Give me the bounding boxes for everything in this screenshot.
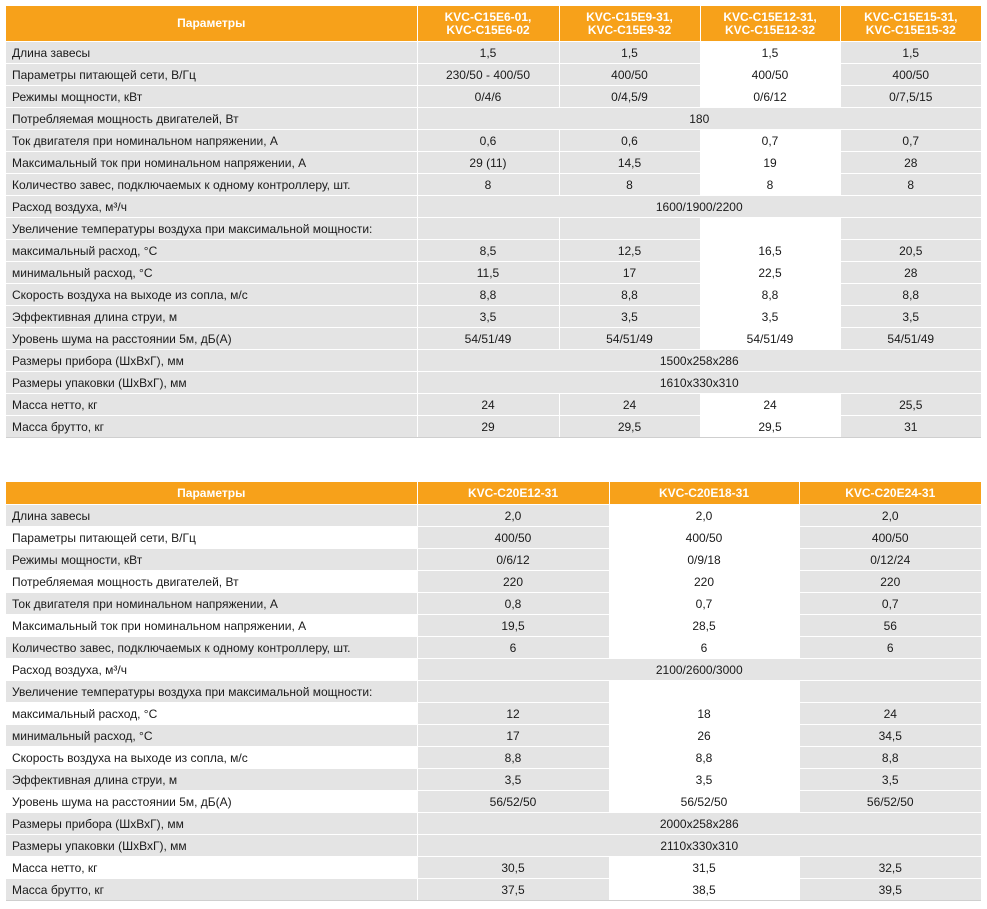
table-row — [6, 306, 981, 328]
cell-value: 400/50 — [840, 64, 981, 86]
model-header: KVC-C20E24-31 — [799, 482, 981, 505]
cell-value: 2,0 — [609, 505, 799, 527]
cell-value: 1,5 — [559, 42, 700, 64]
cell-value: 54/51/49 — [417, 328, 559, 350]
cell-value: 0/7,5/15 — [840, 86, 981, 108]
table-row — [6, 64, 981, 86]
cell-value: 37,5 — [417, 879, 609, 901]
cell-value: 54/51/49 — [700, 328, 840, 350]
table-row-subheading — [6, 681, 981, 703]
cell-value: 230/50 - 400/50 — [417, 64, 559, 86]
cell-value: 8 — [417, 174, 559, 196]
table-row — [6, 527, 981, 549]
cell-value: 31 — [840, 416, 981, 438]
row-label: Масса нетто, кг — [6, 394, 417, 416]
model-header: KVC-C15E6-01, KVC-C15E6-02 — [417, 6, 559, 42]
row-label: Размеры прибора (ШхВхГ), мм — [6, 350, 417, 372]
table-row — [6, 549, 981, 571]
cell-value: 24 — [559, 394, 700, 416]
cell-value: 30,5 — [417, 857, 609, 879]
cell-value: 0,7 — [700, 130, 840, 152]
row-label: Потребляемая мощность двигателей, Вт — [6, 571, 417, 593]
cell-value: 19,5 — [417, 615, 609, 637]
row-label: максимальный расход, °С — [6, 240, 417, 262]
cell-value: 8,8 — [417, 284, 559, 306]
cell-value: 8,5 — [417, 240, 559, 262]
table-row — [6, 571, 981, 593]
cell-value: 6 — [417, 637, 609, 659]
table-row — [6, 615, 981, 637]
cell-value: 0,7 — [609, 593, 799, 615]
row-label: Длина завесы — [6, 42, 417, 64]
cell-value: 400/50 — [609, 527, 799, 549]
table-row — [6, 350, 981, 372]
table-header-row — [6, 6, 981, 42]
row-label: Ток двигателя при номинальном напряжении, А — [6, 130, 417, 152]
cell-value: 11,5 — [417, 262, 559, 284]
row-label: Параметры питающей сети, В/Гц — [6, 64, 417, 86]
table-header-row — [6, 482, 981, 505]
cell-value: 6 — [799, 637, 981, 659]
cell-value: 0/4,5/9 — [559, 86, 700, 108]
cell-value: 220 — [609, 571, 799, 593]
cell-value: 3,5 — [609, 769, 799, 791]
row-label: Скорость воздуха на выходе из сопла, м/с — [6, 747, 417, 769]
cell-value: 400/50 — [559, 64, 700, 86]
cell-value: 400/50 — [799, 527, 981, 549]
table-row — [6, 813, 981, 835]
cell-value-merged: 2100/2600/3000 — [417, 659, 981, 681]
table-row-subheading — [6, 218, 981, 240]
cell-value: 8,8 — [609, 747, 799, 769]
cell-value: 0/9/18 — [609, 549, 799, 571]
table-row — [6, 284, 981, 306]
cell-value: 25,5 — [840, 394, 981, 416]
cell-value: 3,5 — [559, 306, 700, 328]
cell-value: 0,7 — [799, 593, 981, 615]
row-label: Максимальный ток при номинальном напряжении, А — [6, 615, 417, 637]
cell-value: 28,5 — [609, 615, 799, 637]
cell-value: 56 — [799, 615, 981, 637]
spec-table-c20 — [6, 482, 981, 901]
row-label: Ток двигателя при номинальном напряжении, А — [6, 593, 417, 615]
row-label: Расход воздуха, м³/ч — [6, 196, 417, 218]
cell-value: 29 — [417, 416, 559, 438]
table-row — [6, 703, 981, 725]
model-header: KVC-C20E12-31 — [417, 482, 609, 505]
table-row — [6, 152, 981, 174]
table-row — [6, 108, 981, 130]
row-label: Увеличение температуры воздуха при максимальной мощности: — [6, 681, 417, 703]
cell-value: 54/51/49 — [559, 328, 700, 350]
cell-value: 29,5 — [700, 416, 840, 438]
cell-value: 31,5 — [609, 857, 799, 879]
cell-value: 1,5 — [840, 42, 981, 64]
table-row — [6, 725, 981, 747]
cell-value: 8,8 — [840, 284, 981, 306]
cell-value: 34,5 — [799, 725, 981, 747]
table-row — [6, 394, 981, 416]
cell-value: 8,8 — [700, 284, 840, 306]
cell-value: 400/50 — [417, 527, 609, 549]
row-label: Режимы мощности, кВт — [6, 86, 417, 108]
model-header: KVC-C15E15-31, KVC-C15E15-32 — [840, 6, 981, 42]
spec-table-c15 — [6, 6, 981, 438]
cell-value-merged: 1500x258x286 — [417, 350, 981, 372]
cell-value-merged: 180 — [417, 108, 981, 130]
cell-value: 8 — [840, 174, 981, 196]
cell-value: 17 — [559, 262, 700, 284]
cell-value: 54/51/49 — [840, 328, 981, 350]
row-label: максимальный расход, °С — [6, 703, 417, 725]
cell-value: 20,5 — [840, 240, 981, 262]
row-label: Размеры упаковки (ШхВхГ), мм — [6, 372, 417, 394]
cell-value: 56/52/50 — [609, 791, 799, 813]
cell-value: 3,5 — [700, 306, 840, 328]
cell-value: 0,8 — [417, 593, 609, 615]
table-row — [6, 416, 981, 438]
table-row — [6, 637, 981, 659]
cell-value: 18 — [609, 703, 799, 725]
row-label: Масса нетто, кг — [6, 857, 417, 879]
cell-value: 28 — [840, 152, 981, 174]
table-row — [6, 659, 981, 681]
cell-value: 3,5 — [840, 306, 981, 328]
table-row — [6, 879, 981, 901]
cell-value: 38,5 — [609, 879, 799, 901]
model-header: KVC-C15E9-31, KVC-C15E9-32 — [559, 6, 700, 42]
table-row — [6, 835, 981, 857]
table-row — [6, 240, 981, 262]
cell-value: 19 — [700, 152, 840, 174]
cell-value: 32,5 — [799, 857, 981, 879]
cell-value-merged: 1600/1900/2200 — [417, 196, 981, 218]
cell-value: 28 — [840, 262, 981, 284]
row-label: Размеры прибора (ШхВхГ), мм — [6, 813, 417, 835]
row-label: Размеры упаковки (ШхВхГ), мм — [6, 835, 417, 857]
cell-value: 56/52/50 — [417, 791, 609, 813]
cell-value: 24 — [417, 394, 559, 416]
cell-value: 8,8 — [417, 747, 609, 769]
cell-value: 0,7 — [840, 130, 981, 152]
table-row — [6, 505, 981, 527]
row-label: Скорость воздуха на выходе из сопла, м/с — [6, 284, 417, 306]
cell-value: 220 — [417, 571, 609, 593]
row-label: Потребляемая мощность двигателей, Вт — [6, 108, 417, 130]
row-label: Максимальный ток при номинальном напряжении, А — [6, 152, 417, 174]
cell-value: 400/50 — [700, 64, 840, 86]
row-label: минимальный расход, °С — [6, 262, 417, 284]
cell-value: 24 — [700, 394, 840, 416]
table-row — [6, 769, 981, 791]
cell-value: 1,5 — [417, 42, 559, 64]
cell-value: 17 — [417, 725, 609, 747]
cell-value: 220 — [799, 571, 981, 593]
cell-value-merged: 1610x330x310 — [417, 372, 981, 394]
cell-value: 16,5 — [700, 240, 840, 262]
cell-value: 29 (11) — [417, 152, 559, 174]
cell-value: 0/12/24 — [799, 549, 981, 571]
row-label: Длина завесы — [6, 505, 417, 527]
row-label: Расход воздуха, м³/ч — [6, 659, 417, 681]
row-label: Масса брутто, кг — [6, 416, 417, 438]
row-label: Масса брутто, кг — [6, 879, 417, 901]
cell-value: 8 — [559, 174, 700, 196]
table-row — [6, 196, 981, 218]
cell-value: 24 — [799, 703, 981, 725]
row-label: Количество завес, подключаемых к одному контроллеру, шт. — [6, 637, 417, 659]
cell-value: 0,6 — [559, 130, 700, 152]
table-row — [6, 791, 981, 813]
cell-value: 3,5 — [799, 769, 981, 791]
params-header: Параметры — [6, 482, 417, 505]
cell-value: 39,5 — [799, 879, 981, 901]
cell-value: 29,5 — [559, 416, 700, 438]
row-label: Количество завес, подключаемых к одному контроллеру, шт. — [6, 174, 417, 196]
cell-value-merged: 2110x330x310 — [417, 835, 981, 857]
cell-value: 8,8 — [559, 284, 700, 306]
row-label: Уровень шума на расстоянии 5м, дБ(А) — [6, 328, 417, 350]
cell-value: 14,5 — [559, 152, 700, 174]
cell-value: 3,5 — [417, 769, 609, 791]
cell-value: 0/4/6 — [417, 86, 559, 108]
row-label: Режимы мощности, кВт — [6, 549, 417, 571]
cell-value-merged: 2000x258x286 — [417, 813, 981, 835]
table-row — [6, 857, 981, 879]
row-label: минимальный расход, °С — [6, 725, 417, 747]
cell-value: 12 — [417, 703, 609, 725]
table-row — [6, 262, 981, 284]
table-row — [6, 593, 981, 615]
cell-value: 8,8 — [799, 747, 981, 769]
table-row — [6, 174, 981, 196]
model-header: KVC-C20E18-31 — [609, 482, 799, 505]
cell-value: 6 — [609, 637, 799, 659]
cell-value: 12,5 — [559, 240, 700, 262]
cell-value: 26 — [609, 725, 799, 747]
cell-value: 1,5 — [700, 42, 840, 64]
params-header: Параметры — [6, 6, 417, 42]
cell-value: 0,6 — [417, 130, 559, 152]
table-row — [6, 42, 981, 64]
cell-value: 2,0 — [799, 505, 981, 527]
table-row — [6, 747, 981, 769]
table-row — [6, 86, 981, 108]
row-label: Эффективная длина струи, м — [6, 306, 417, 328]
row-label: Уровень шума на расстоянии 5м, дБ(А) — [6, 791, 417, 813]
row-label: Параметры питающей сети, В/Гц — [6, 527, 417, 549]
model-header: KVC-C15E12-31, KVC-C15E12-32 — [700, 6, 840, 42]
cell-value: 22,5 — [700, 262, 840, 284]
cell-value: 0/6/12 — [700, 86, 840, 108]
cell-value: 8 — [700, 174, 840, 196]
row-label: Увеличение температуры воздуха при максимальной мощности: — [6, 218, 417, 240]
cell-value: 3,5 — [417, 306, 559, 328]
table-row — [6, 372, 981, 394]
table-row — [6, 130, 981, 152]
cell-value: 0/6/12 — [417, 549, 609, 571]
cell-value: 56/52/50 — [799, 791, 981, 813]
cell-value: 2,0 — [417, 505, 609, 527]
row-label: Эффективная длина струи, м — [6, 769, 417, 791]
table-row — [6, 328, 981, 350]
